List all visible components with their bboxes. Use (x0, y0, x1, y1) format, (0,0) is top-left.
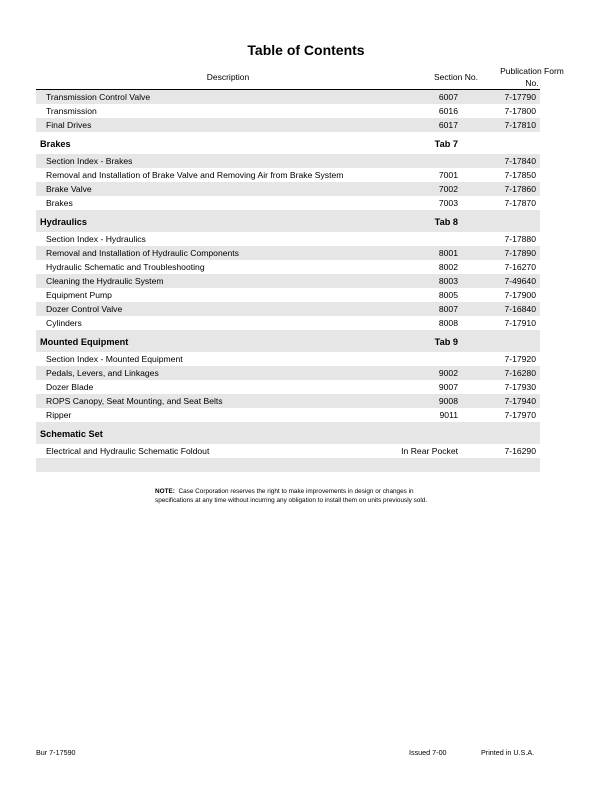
entry-description: Section Index - Hydraulics (46, 234, 146, 244)
entry-section-number: 8005 (438, 290, 458, 300)
entry-publication-number: 7-16840 (504, 304, 536, 314)
entry-publication-number: 7-17940 (504, 396, 536, 406)
table-row (36, 118, 540, 132)
table-header (36, 65, 564, 91)
entry-description: Brakes (46, 198, 73, 208)
entry-publication-number: 7-17810 (504, 120, 536, 130)
entry-publication-number: 7-17970 (504, 410, 536, 420)
section-heading-row (36, 422, 540, 444)
footer-printed: Printed in U.S.A. (481, 748, 535, 757)
table-row (36, 260, 540, 274)
entry-section-number: 6016 (438, 106, 458, 116)
table-row (36, 380, 540, 394)
entry-section-number: 8007 (438, 304, 458, 314)
entry-description: Brake Valve (46, 184, 92, 194)
table-row (36, 246, 540, 260)
section-heading: Schematic Set (40, 429, 103, 439)
section-heading-row (36, 330, 540, 352)
table-row (36, 182, 540, 196)
entry-publication-number: 7-16290 (504, 446, 536, 456)
entry-publication-number: 7-16270 (504, 262, 536, 272)
entry-description: Transmission (46, 106, 97, 116)
section-heading: Hydraulics (40, 217, 87, 227)
table-row (36, 352, 540, 366)
entry-description: Dozer Blade (46, 382, 94, 392)
entry-description: Cleaning the Hydraulic System (46, 276, 164, 286)
entry-publication-number: 7-17860 (504, 184, 536, 194)
table-row (36, 302, 540, 316)
entry-description: Removal and Installation of Hydraulic Components (46, 248, 239, 258)
column-header-publication-line1: Publication Form (500, 66, 564, 76)
entry-publication-number: 7-49640 (504, 276, 536, 286)
footer-form-number: Bur 7-17590 (36, 748, 76, 757)
entry-publication-number: 7-17900 (504, 290, 536, 300)
column-header-publication-line2: No. (525, 78, 539, 88)
table-row (36, 232, 540, 246)
note-block (155, 487, 435, 506)
column-header-section: Section No. (434, 72, 478, 82)
table-row (36, 168, 540, 182)
section-tab: Tab 7 (434, 139, 458, 149)
entry-section-number: 7002 (438, 184, 458, 194)
entry-section-number: 8001 (438, 248, 458, 258)
entry-section-number: 9008 (438, 396, 458, 406)
entry-publication-number: 7-17890 (504, 248, 536, 258)
table-end-bar (36, 458, 540, 472)
table-row (36, 104, 540, 118)
section-heading-row (36, 210, 540, 232)
entry-section-number: 8002 (438, 262, 458, 272)
section-tab: Tab 9 (434, 337, 458, 347)
entry-publication-number: 7-17790 (504, 92, 536, 102)
entry-section-number: 9007 (438, 382, 458, 392)
table-row (36, 316, 540, 330)
table-row (36, 288, 540, 302)
entry-section-number: 8008 (438, 318, 458, 328)
entry-description: Ripper (46, 410, 72, 420)
entry-publication-number: 7-16280 (504, 368, 536, 378)
entry-description: Hydraulic Schematic and Troubleshooting (46, 262, 205, 272)
section-heading: Mounted Equipment (40, 337, 129, 347)
column-header-publication (492, 65, 572, 89)
entry-section-number: 9002 (438, 368, 458, 378)
table-row (36, 366, 540, 380)
footer-issued: Issued 7-00 (409, 748, 447, 757)
section-tab: Tab 8 (434, 217, 458, 227)
entry-publication-number: 7-17840 (504, 156, 536, 166)
entry-description: Transmission Control Valve (46, 92, 151, 102)
section-heading: Brakes (40, 139, 71, 149)
entry-description: Section Index - Mounted Equipment (46, 354, 183, 364)
entry-publication-number: 7-17930 (504, 382, 536, 392)
entry-section-number: 8003 (438, 276, 458, 286)
entry-publication-number: 7-17870 (504, 198, 536, 208)
table-row (36, 408, 540, 422)
note-text: Case Corporation reserves the right to make improvements in design or changes in specifications at any time without incurring any obligation to install them on units previously sold. (155, 488, 428, 505)
entry-description: ROPS Canopy, Seat Mounting, and Seat Belts (46, 396, 223, 406)
table-row (36, 196, 540, 210)
entry-section-number: 6017 (438, 120, 458, 130)
table-row (36, 444, 540, 458)
entry-description: Removal and Installation of Brake Valve and Removing Air from Brake System (46, 170, 344, 180)
table-row (36, 394, 540, 408)
entry-description: Dozer Control Valve (46, 304, 123, 314)
toc-table (36, 90, 540, 472)
entry-description: Cylinders (46, 318, 82, 328)
entry-description: Electrical and Hydraulic Schematic Foldout (46, 446, 210, 456)
entry-section-number: 6007 (438, 92, 458, 102)
entry-description: Pedals, Levers, and Linkages (46, 368, 159, 378)
entry-section-number: 7001 (438, 170, 458, 180)
entry-description: Final Drives (46, 120, 92, 130)
entry-section-number: 9011 (439, 410, 458, 420)
column-header-description: Description (206, 72, 250, 82)
note-label: NOTE: (155, 488, 175, 495)
table-row (36, 274, 540, 288)
entry-publication-number: 7-17850 (504, 170, 536, 180)
entry-description: Section Index - Brakes (46, 156, 133, 166)
section-heading-row (36, 132, 540, 154)
entry-section-number: In Rear Pocket (401, 446, 458, 456)
table-row (36, 154, 540, 168)
table-row (36, 90, 540, 104)
entry-publication-number: 7-17920 (504, 354, 536, 364)
page-title: Table of Contents (247, 42, 365, 58)
entry-section-number: 7003 (438, 198, 458, 208)
entry-publication-number: 7-17880 (504, 234, 536, 244)
entry-publication-number: 7-17800 (504, 106, 536, 116)
entry-description: Equipment Pump (46, 290, 112, 300)
entry-publication-number: 7-17910 (504, 318, 536, 328)
